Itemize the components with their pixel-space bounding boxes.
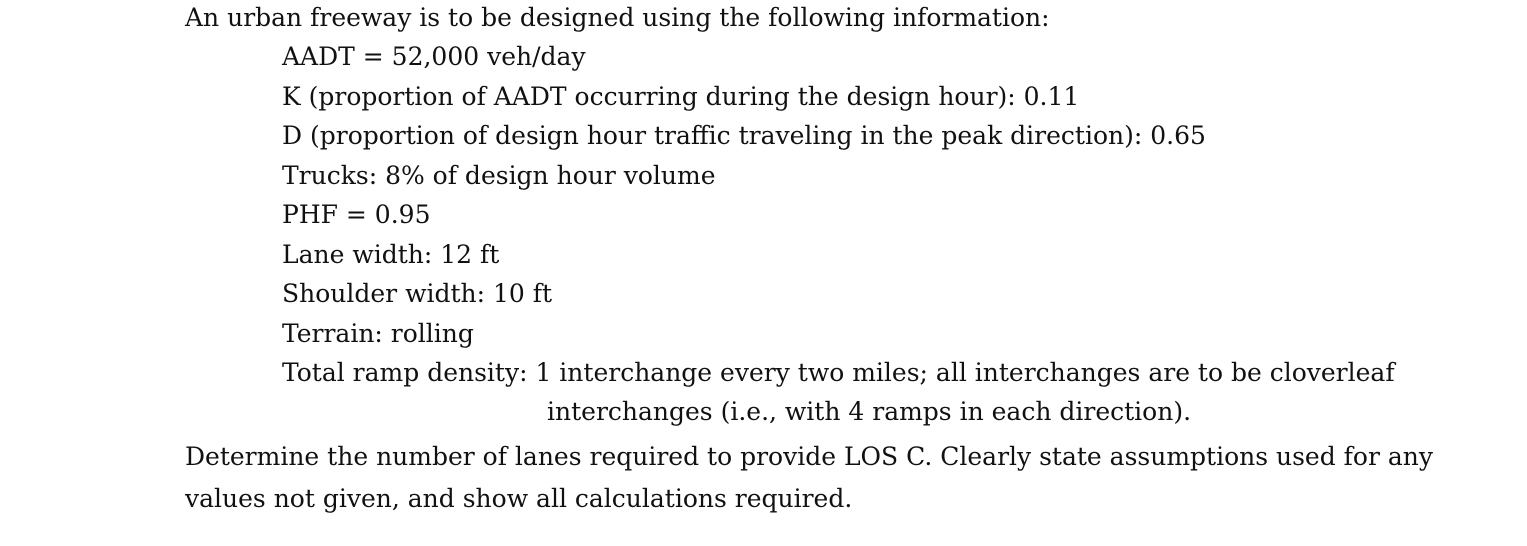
given-lane-width: Lane width: 12 ft (282, 240, 500, 269)
given-ramp-density-continuation: interchanges (i.e., with 4 ramps in each direction). (547, 397, 1192, 426)
given-k-factor: K (proportion of AADT occurring during the design hour): 0.11 (282, 82, 1080, 111)
given-aadt: AADT = 52,000 veh/day (282, 42, 586, 71)
given-trucks: Trucks: 8% of design hour volume (282, 161, 716, 190)
problem-intro: An urban freeway is to be designed using the following information: (185, 3, 1050, 32)
problem-question: Determine the number of lanes required to provide LOS C. Clearly state assumptions used for any values not given, and show all calculations required. (185, 442, 1434, 513)
given-terrain: Terrain: rolling (282, 319, 474, 348)
given-ramp-density: Total ramp density: 1 interchange every two miles; all interchanges are to be cloverleaf (282, 358, 1395, 387)
given-phf: PHF = 0.95 (282, 200, 431, 229)
given-d-factor: D (proportion of design hour traffic traveling in the peak direction): 0.65 (282, 121, 1206, 150)
given-shoulder-width: Shoulder width: 10 ft (282, 279, 553, 308)
